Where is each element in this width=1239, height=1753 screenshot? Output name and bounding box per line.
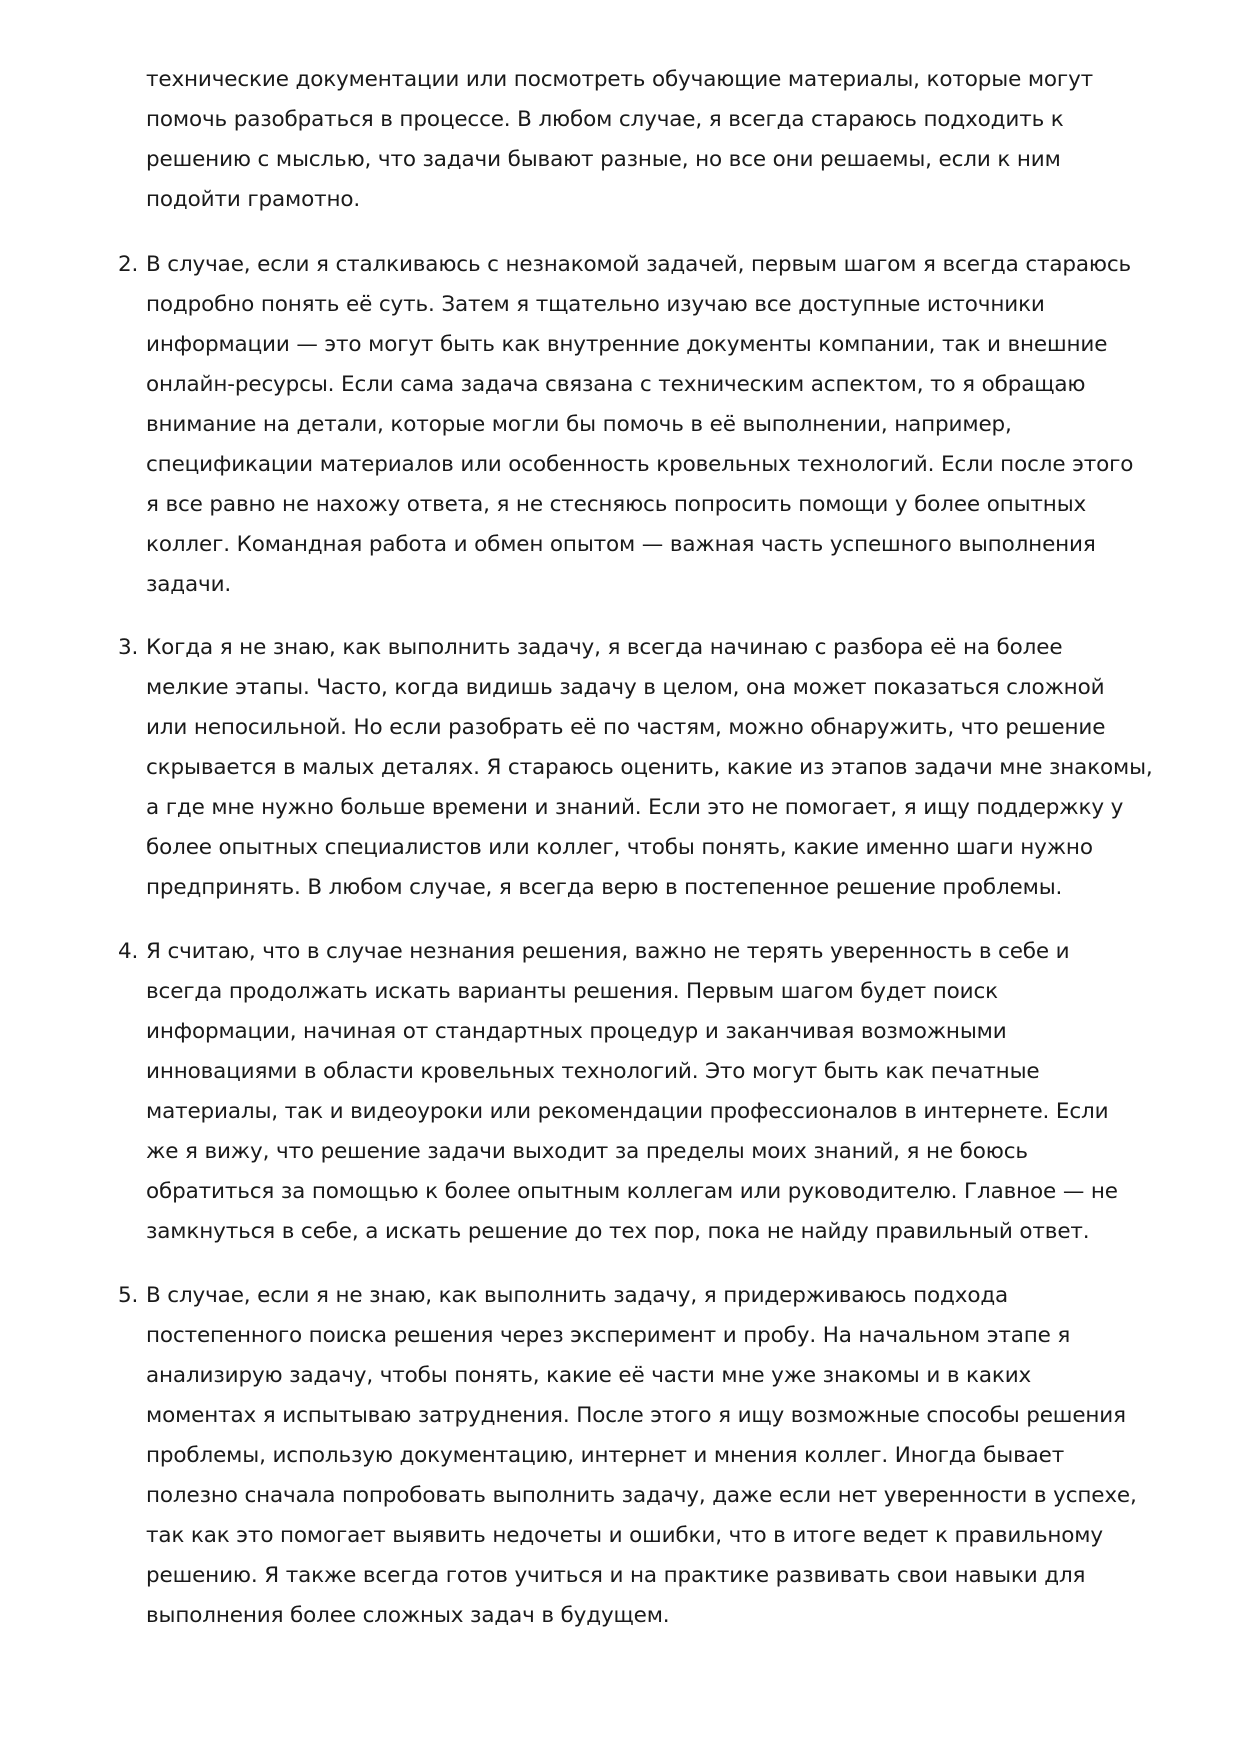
text-line: же я вижу, что решение задачи выходит за пределы моих знаний, я не боюсь [146,1139,1028,1164]
text-line: полезно сначала попробовать выполнить задачу, даже если нет уверенности в успехе, [146,1483,1137,1508]
text-line: информации, начиная от стандартных процедур и заканчивая возможными [146,1019,1007,1044]
text-line: инновациями в области кровельных технологий. Это могут быть как печатные [146,1059,1040,1084]
text-line: мелкие этапы. Часто, когда видишь задачу в целом, она может показаться сложной [146,675,1105,700]
text-line: или непосильной. Но если разобрать её по частям, можно обнаружить, что решение [146,715,1106,740]
text-line: замкнуться в себе, а искать решение до тех пор, пока не найду правильный ответ. [146,1219,1090,1244]
text-line: внимание на детали, которые могли бы помочь в её выполнении, например, [146,412,1012,437]
text-line: проблемы, использую документацию, интернет и мнения коллег. Иногда бывает [146,1443,1065,1468]
text-line: более опытных специалистов или коллег, чтобы понять, какие именно шаги нужно [146,835,1093,860]
text-line: информации — это могут быть как внутренние документы компании, так и внешние [146,332,1108,357]
text-line: спецификации материалов или особенность кровельных технологий. Если после этого [146,452,1134,477]
text-line: подойти грамотно. [146,187,361,212]
text-line: моментах я испытываю затруднения. После этого я ищу возможные способы решения [146,1403,1126,1428]
text-line: Когда я не знаю, как выполнить задачу, я всегда начинаю с разбора её на более [146,635,1063,660]
text-line: задачи. [146,572,232,597]
text-line: решению. Я также всегда готов учиться и на практике развивать свои навыки для [146,1563,1086,1588]
text-line: предпринять. В любом случае, я всегда верю в постепенное решение проблемы. [146,875,1063,900]
text-line: В случае, если я сталкиваюсь с незнакомой задачей, первым шагом я всегда стараюсь [146,252,1132,277]
text-line: коллег. Командная работа и обмен опытом — важная часть успешного выполнения [146,532,1096,557]
text-line: скрывается в малых деталях. Я стараюсь оценить, какие из этапов задачи мне знакомы, [146,755,1153,780]
list-item-3 [118,628,1166,908]
text-line: помочь разобраться в процессе. В любом случае, я всегда стараюсь подходить к [146,107,1064,132]
list-number: 3. [118,635,139,660]
text-line: Я считаю, что в случае незнания решения, важно не терять уверенность в себе и [146,939,1070,964]
list-number: 5. [118,1283,139,1308]
list-number: 2. [118,252,139,277]
list-item-2 [118,245,1166,605]
text-line: обратиться за помощью к более опытным коллегам или руководителю. Главное — не [146,1179,1118,1204]
text-line: выполнения более сложных задач в будущем. [146,1603,670,1628]
text-line: В случае, если я не знаю, как выполнить задачу, я придерживаюсь подхода [146,1283,1009,1308]
text-line: всегда продолжать искать варианты решения. Первым шагом будет поиск [146,979,998,1004]
list-item-continuation [146,60,1166,220]
text-line: анализирую задачу, чтобы понять, какие её части мне уже знакомы и в каких [146,1363,1032,1388]
text-line: онлайн-ресурсы. Если сама задача связана с техническим аспектом, то я обращаю [146,372,1086,397]
list-number: 4. [118,939,139,964]
list-item-5 [118,1276,1166,1636]
text-line: решению с мыслью, что задачи бывают разные, но все они решаемы, если к ним [146,147,1061,172]
text-line: я все равно не нахожу ответа, я не стесняюсь попросить помощи у более опытных [146,492,1087,517]
text-line: технические документации или посмотреть обучающие материалы, которые могут [146,67,1094,92]
text-line: постепенного поиска решения через эксперимент и пробу. На начальном этапе я [146,1323,1071,1348]
text-line: материалы, так и видеоуроки или рекомендации профессионалов в интернете. Если [146,1099,1109,1124]
text-line: подробно понять её суть. Затем я тщательно изучаю все доступные источники [146,292,1045,317]
text-line: так как это помогает выявить недочеты и ошибки, что в итоге ведет к правильному [146,1523,1103,1548]
text-line: а где мне нужно больше времени и знаний. Если это не помогает, я ищу поддержку у [146,795,1124,820]
list-item-4 [118,932,1166,1252]
